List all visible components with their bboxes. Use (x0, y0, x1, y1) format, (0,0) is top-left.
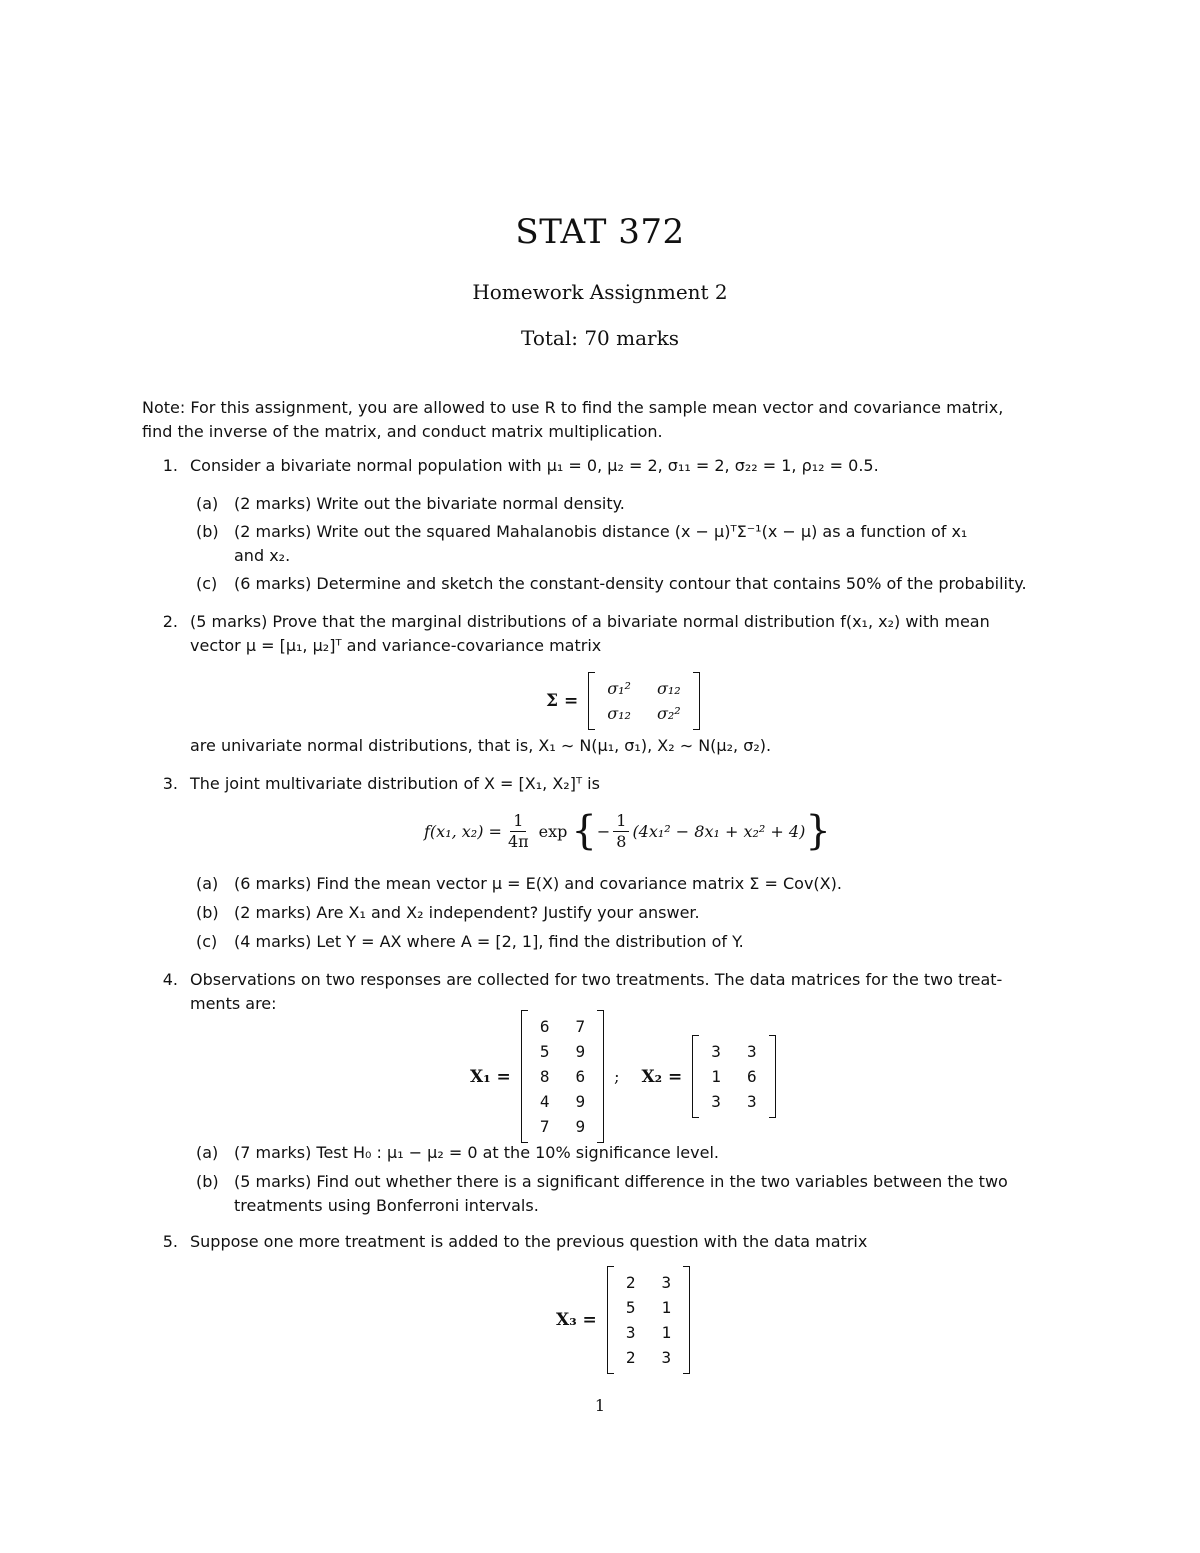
exp-function: exp (538, 821, 568, 841)
q3-part-c (196, 930, 744, 954)
course-title: STAT 372 (515, 212, 685, 252)
question-text: Observations on two responses are collected for two treatments. The data matrices for the two treat- (190, 970, 1003, 989)
fraction (505, 811, 532, 852)
q1-part-c (196, 572, 1027, 596)
part-text: (6 marks) Determine and sketch the constant-density contour that contains 50% of the probability. (234, 574, 1027, 593)
denominator: 4π (507, 831, 529, 851)
x3-matrix (556, 1266, 690, 1374)
part-text: (2 marks) Are X₁ and X₂ independent? Justify your answer. (234, 903, 700, 922)
q2-line-2: vector μ = [μ₁, μ₂]ᵀ and variance-covariance matrix (190, 636, 602, 655)
matrix-cell: 5 (539, 1042, 550, 1061)
matrix-cell: 4 (539, 1092, 550, 1111)
part-label: (b) (196, 1172, 219, 1191)
part-label: (a) (196, 494, 219, 513)
matrix-cell: 3 (711, 1042, 721, 1061)
assignment-title: Homework Assignment 2 (472, 280, 728, 304)
matrix-cell: 2 (625, 1273, 636, 1292)
matrix-separator: ; (614, 1067, 620, 1086)
part-label: (a) (196, 874, 219, 893)
q3-part-b (196, 901, 700, 925)
matrix-cell: 3 (746, 1092, 757, 1111)
matrix-cell: 9 (575, 1092, 586, 1111)
q1-part-b (196, 520, 968, 544)
question-number: 3. (162, 774, 178, 793)
matrix-cell: 3 (625, 1323, 636, 1342)
matrix-cell: σ₁² (607, 679, 631, 698)
matrix-cell: 1 (711, 1067, 721, 1086)
part-text: (2 marks) Write out the squared Mahalanobis distance (x − μ)ᵀΣ⁻¹(x − μ) as a function of x₁ (234, 522, 968, 541)
matrix-cell: 8 (539, 1067, 550, 1086)
q4-part-b (196, 1170, 1008, 1194)
matrix-label: X₁ = (470, 1066, 511, 1087)
question-number: 5. (162, 1232, 178, 1251)
matrix-label: X₃ = (556, 1310, 597, 1330)
sigma-matrix (546, 672, 700, 730)
question-number: 2. (162, 612, 178, 631)
question-intro: The joint multivariate distribution of X = [X₁, X₂]ᵀ is (190, 774, 600, 793)
numerator: 1 (613, 811, 629, 832)
left-brace: { (571, 808, 597, 854)
part-text: (5 marks) Find out whether there is a significant difference in the two variables between the two (234, 1172, 1008, 1191)
part-text: (6 marks) Find the mean vector μ = E(X) and covariance matrix Σ = Cov(X). (234, 874, 842, 893)
matrix-cell: 7 (575, 1017, 586, 1036)
matrix-cell: 3 (711, 1092, 721, 1111)
question-text: (5 marks) Prove that the marginal distributions of a bivariate normal distribution f(x₁, x₂) with mean (190, 612, 990, 631)
matrix-cell: σ₂² (656, 704, 681, 723)
part-text: (7 marks) Test H₀ : μ₁ − μ₂ = 0 at the 10% significance level. (234, 1143, 719, 1162)
denominator: 8 (616, 831, 627, 851)
part-label: (a) (196, 1143, 219, 1162)
q2-line-3: are univariate normal distributions, that is, X₁ ∼ N(μ₁, σ₁), X₂ ∼ N(μ₂, σ₂). (190, 736, 772, 755)
question-number: 1. (162, 456, 178, 475)
q4-line-2: ments are: (190, 994, 277, 1013)
matrix-cell: 3 (661, 1348, 672, 1367)
q1-part-a (196, 492, 625, 516)
numerator: 1 (510, 811, 526, 832)
matrix-cell: 9 (575, 1042, 586, 1061)
q4-part-a (196, 1141, 719, 1165)
note-line-2: find the inverse of the matrix, and conduct matrix multiplication. (142, 422, 663, 441)
question-intro: Suppose one more treatment is added to the previous question with the data matrix (190, 1232, 868, 1251)
matrix-cell: 1 (661, 1323, 672, 1342)
matrix-cell: 6 (539, 1017, 550, 1036)
x1-matrix (470, 1010, 776, 1143)
matrix-cell: 7 (539, 1117, 550, 1136)
note-line-1: Note: For this assignment, you are allowed to use R to find the sample mean vector and covariance matrix, (142, 398, 1004, 417)
matrix-cell: 3 (661, 1273, 672, 1292)
question-number: 4. (162, 970, 178, 989)
part-label: (c) (196, 574, 218, 593)
q4-part-b-cont: treatments using Bonferroni intervals. (234, 1196, 539, 1215)
total-marks: Total: 70 marks (521, 326, 679, 350)
joint-density-equation: f(x₁, x₂) = $\frac{1}{4\pi}$ exp { − $\frac{1}{8}$ (4x₁² − 8x₁ + x₂² + 4) } (424, 808, 831, 854)
fraction (613, 811, 629, 852)
question-intro: Consider a bivariate normal population with μ₁ = 0, μ₂ = 2, σ₁₁ = 2, σ₂₂ = 1, ρ₁₂ = 0.5. (190, 456, 879, 475)
part-label: (b) (196, 522, 219, 541)
part-text: (4 marks) Let Y = AX where A = [2, 1], find the distribution of Y. (234, 932, 744, 951)
part-label: (b) (196, 903, 219, 922)
q3-part-a (196, 872, 842, 896)
matrix-cell: 1 (661, 1298, 672, 1317)
page-number: 1 (594, 1396, 606, 1415)
matrix-cell: σ₁₂ (607, 704, 631, 723)
matrix-cell: 9 (575, 1117, 586, 1136)
matrix-cell: σ₁₂ (656, 679, 681, 698)
equation-lhs: f(x₁, x₂) = (424, 821, 502, 841)
right-brace: } (805, 808, 831, 854)
matrix-cell: 6 (575, 1067, 586, 1086)
part-label: (c) (196, 932, 218, 951)
matrix-label: Σ = (546, 691, 579, 711)
q1-part-b-cont: and x₂. (234, 546, 291, 565)
matrix-label: X₂ = (641, 1066, 683, 1087)
matrix-cell: 6 (746, 1067, 757, 1086)
part-text: (2 marks) Write out the bivariate normal density. (234, 494, 625, 513)
matrix-cell: 2 (625, 1348, 636, 1367)
matrix-cell: 5 (625, 1298, 636, 1317)
matrix-cell: 3 (746, 1042, 757, 1061)
exponent-expression: (4x₁² − 8x₁ + x₂² + 4) (632, 821, 806, 841)
